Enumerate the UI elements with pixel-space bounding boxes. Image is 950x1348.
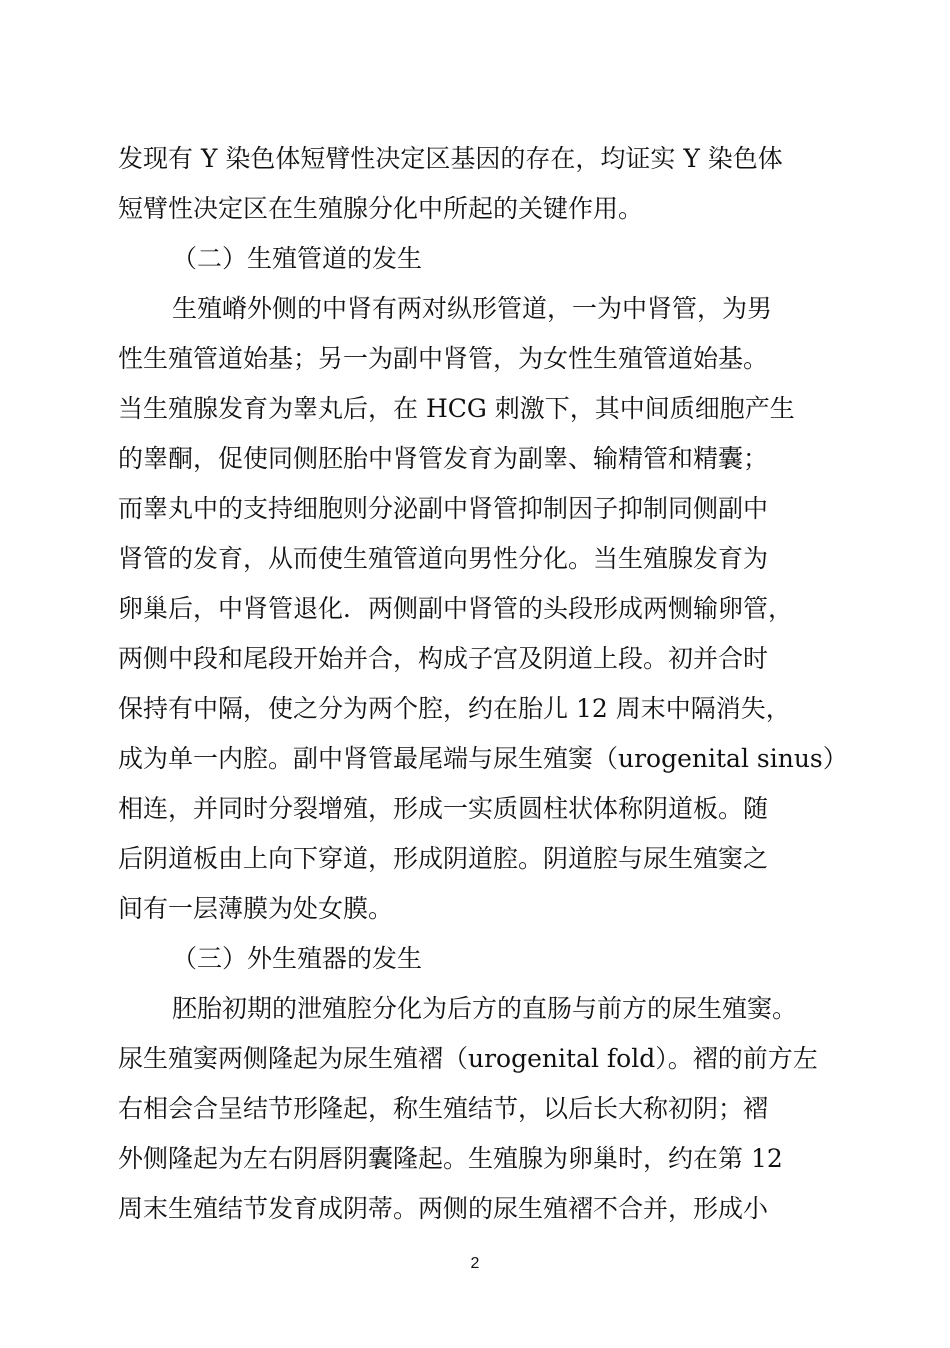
- page-number: 2: [470, 1255, 480, 1272]
- text-line: 相连，并同时分裂增殖，形成一实质圆柱状体称阴道板。随: [118, 794, 769, 823]
- text-line: 成为单一内腔。副中肾管最尾端与尿生殖窦（urogenital sinus）: [118, 744, 848, 773]
- section-heading: （二）生殖管道的发生: [172, 244, 423, 273]
- text-line: 外侧隆起为左右阴唇阴囊隆起。生殖腺为卵巢时，约在第 12: [118, 1144, 783, 1173]
- text-line: 生殖嵴外侧的中肾有两对纵形管道，一为中肾管，为男: [172, 294, 773, 323]
- text-line: 间有一层薄膜为处女膜。: [118, 894, 394, 923]
- text-line: 尿生殖窦两侧隆起为尿生殖褶（urogenital fold）。褶的前方左: [118, 1044, 818, 1073]
- text-line: 胚胎初期的泄殖腔分化为后方的直肠与前方的尿生殖窦。: [172, 994, 798, 1023]
- text-line: 后阴道板由上向下穿道，形成阴道腔。阴道腔与尿生殖窦之: [118, 844, 769, 873]
- text-line: 的睾酮，促使同侧胚胎中肾管发育为副睾、输精管和精囊；: [118, 444, 769, 473]
- text-line: 当生殖腺发育为睾丸后，在 HCG 刺激下，其中间质细胞产生: [118, 394, 795, 423]
- text-line: 肾管的发育，从而使生殖管道向男性分化。当生殖腺发育为: [118, 544, 769, 573]
- text-line: 而睾丸中的支持细胞则分泌副中肾管抑制因子抑制同侧副中: [118, 494, 769, 523]
- text-line: 发现有 Y 染色体短臂性决定区基因的存在，均证实 Y 染色体: [118, 144, 783, 173]
- text-line: 短臂性决定区在生殖腺分化中所起的关键作用。: [118, 194, 644, 223]
- text-line: 周末生殖结节发育成阴蒂。两侧的尿生殖褶不合并，形成小: [118, 1194, 769, 1223]
- text-line: 右相会合呈结节形隆起，称生殖结节，以后长大称初阴；褶: [118, 1094, 769, 1123]
- section-heading: （三）外生殖器的发生: [172, 944, 423, 973]
- text-line: 两侧中段和尾段开始并合，构成子宫及阴道上段。初并合时: [118, 644, 769, 673]
- text-line: 保持有中隔，使之分为两个腔，约在胎儿 12 周末中隔消失，: [118, 694, 791, 723]
- text-line: 性生殖管道始基；另一为副中肾管，为女性生殖管道始基。: [118, 344, 769, 373]
- text-line: 卵巢后，中肾管退化．两侧副中肾管的头段形成两恻输卵管，: [118, 594, 794, 623]
